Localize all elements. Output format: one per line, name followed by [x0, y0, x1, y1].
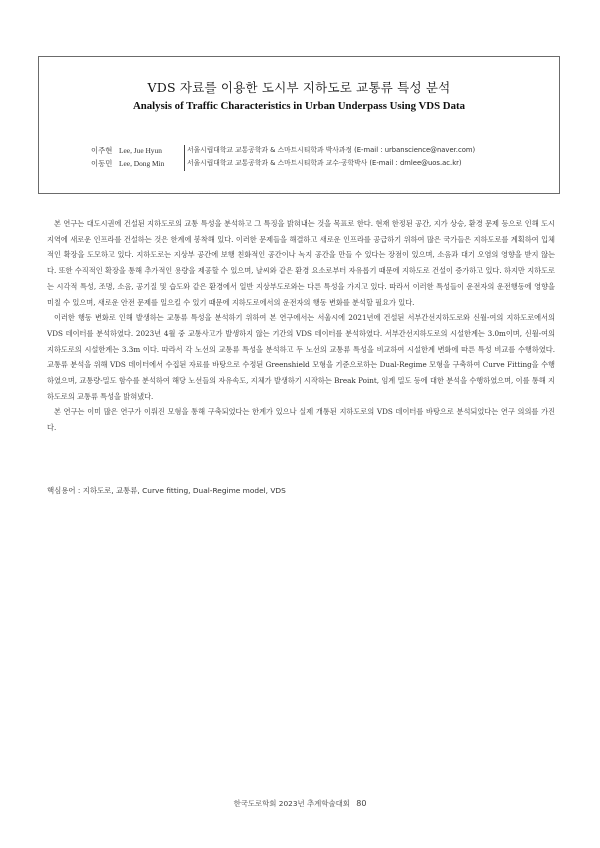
page-number: 80	[356, 799, 367, 808]
paper-title-korean: VDS 자료를 이용한 도시부 지하도로 교통류 특성 분석	[147, 80, 451, 95]
abstract-body	[47, 216, 555, 436]
title-box	[38, 56, 560, 194]
author-name-korean: 이동민	[91, 159, 113, 168]
keywords: 핵심용어 : 지하도로, 교통류, Curve fitting, Dual-Regime model, VDS	[47, 486, 286, 495]
abstract-paragraph: 본 연구는 이미 많은 연구가 이뤄진 모형을 통해 구축되었다는 한계가 있으나 실제 개통된 지하도로의 VDS 데이터를 바탕으로 분석되었다는 연구 의의를 가진다.	[47, 407, 555, 433]
author-row	[91, 144, 521, 157]
abstract-paragraph: 본 연구는 대도시권에 건설된 지하도로의 교통 특성을 분석하고 그 특징을 밝혀내는 것을 목표로 한다. 현재 한정된 공간, 지가 상승, 환경 문제 등으로 인해 도시 지역에 새로운 인프라를 건설하는 것은 한계에 봉착해 있다. 이러한 문제들을 해결하고 새로운 인프라를 공급하기 위하여 많은 국가들은 지하도로를 계획하여 입체적인 확장을 도모하고 있다. 지하도로는 지상부 공간에 보행 친화적인 공간이나 녹지 공간을 만들 수 있다는 장점이 있으며, 소음과 대기 오염의 영향을 받지 않는다. 또한 수직적인 확장을 통해 추가적인 용량을 제공할 수 있으며, 날씨와 같은 환경 요소로부터 자유롭기 때문에 지하도로 건설이 증가하고 있다. 하지만 지하도로는 시각적 특성, 조명, 소음, 공기질 및 습도와 같은 환경에서 일반 지상부도로와는 다른 특성을 가지고 있다. 따라서 이러한 특성들이 운전자의 운전행동에 영향을 미칠 수 있으며, 새로운 안전 문제를 일으킬 수 있기 때문에 지하도로에서의 운전자의 행동 변화를 분석할 필요가 있다.	[47, 219, 555, 307]
author-affiliation: 서울시립대학교 교통공학과 & 스마트시티학과 교수·공학박사 (E-mail : dmlee@uos.ac.kr)	[187, 159, 462, 167]
author-row	[91, 157, 521, 170]
conference-name: 한국도로학회 2023년 추계학술대회	[233, 799, 350, 808]
author-affiliation: 서울시립대학교 교통공학과 & 스마트시티학과 박사과정 (E-mail : urbanscience@naver.com)	[187, 146, 476, 154]
abstract-paragraph: 이러한 행동 변화로 인해 발생하는 교통류 특성을 분석하기 위하여 본 연구에서는 서울시에 2021년에 건설된 서부간선지하도로와 신월-여의 지하도로에서의 VDS 데이터를 분석하였다. 2023년 4월 중 교통사고가 발생하지 않는 기간의 VDS 데이터를 분석하였다. 서부간선지하도로의 시설한계는 3.0m이며, 신월-여의 지하도로의 시설한계는 3.3m 이다. 따라서 각 노선의 교통류 특성을 분석하고 두 노선의 교통류 특성을 비교하여 시설한계 변화에 따른 특성 비교를 수행하였다. 교통류 분석을 위해 VDS 데이터에서 수집된 자료를 바탕으로 수정된 Greenshield 모형을 기준으로하는 Dual-Regime 모형을 구축하여 Curve Fitting을 수행하였으며, 교통량-밀도 함수를 분석하여 해당 노선들의 자유속도, 지체가 발생하기 시작하는 Break Point, 임계 밀도 등에 대한 분석을 수행하였으며, 이를 통해 지하도로의 교통류 특성을 밝혀냈다.	[47, 313, 555, 401]
author-list	[91, 144, 521, 170]
page-footer	[0, 798, 600, 809]
author-name-korean: 이주현	[91, 146, 113, 155]
paper-title-english: Analysis of Traffic Characteristics in Urban Underpass Using VDS Data	[132, 100, 465, 112]
author-name-english: Lee, Jue Hyun	[119, 146, 162, 155]
author-name-english: Lee, Dong Min	[119, 159, 165, 168]
